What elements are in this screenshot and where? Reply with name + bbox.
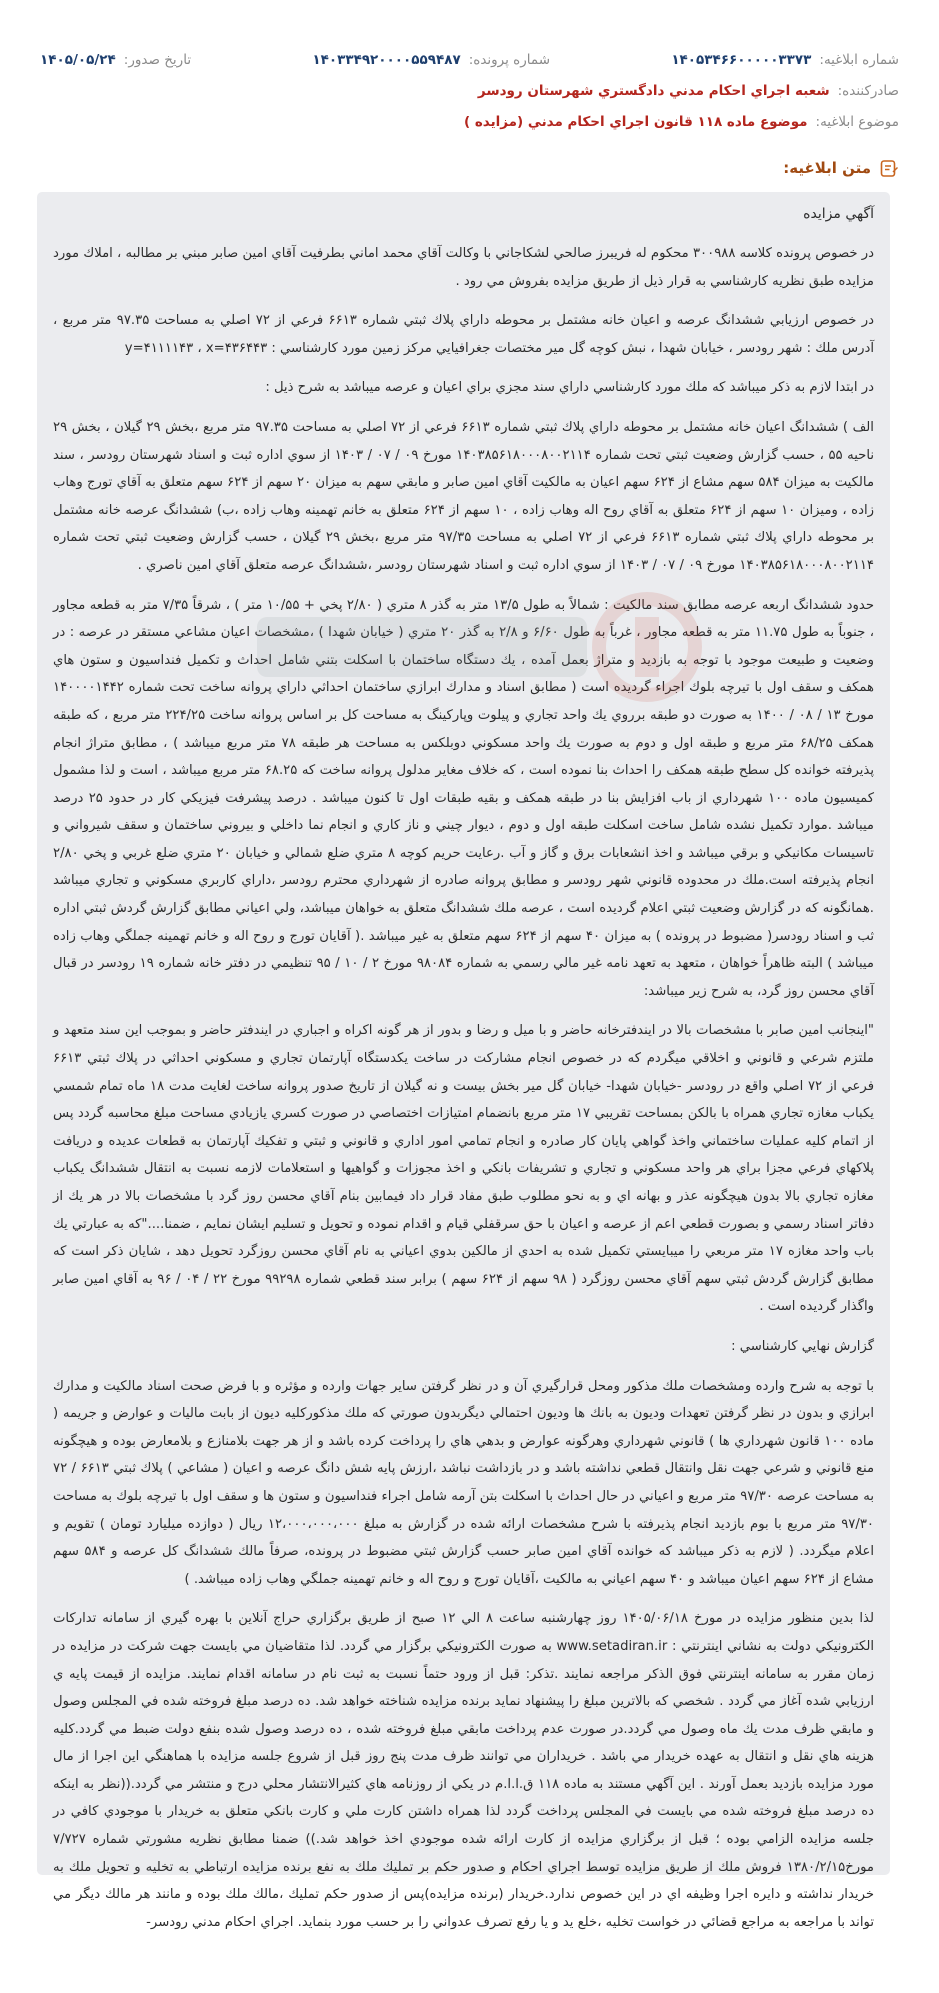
paragraph-auction-terms: لذا بدين منظور مزايده در مورخ ۱۴۰۵/۰۶/۱۸ روز چهارشنبه ساعت ۸ الي ۱۲ صبح از طريق برگزاري حراج آنلاين با بهره گيري از سامانه تدارکات الکترونيکي دولت به نشاني اينترنتي : www.setadiran.ir به صورت الكترونيكي برگزار مي گردد. لذا متقاضيان مي بايست جهت شركت در مزايده در زمان مقرر به سامانه اينترنتي فوق الذكر مراجعه نمايند .تذكر: قبل از ورود حتماً نسبت به ثبت نام در سامانه اقدام نمايند. مزايده از قيمت پايه ي ارزيابي شده آغاز مي گردد . شخصي كه بالاترين مبلغ را پيشنهاد نمايد برنده مزايده شناخته خواهد شد. ده درصد مبلغ فروخته شده في المجلس وصول و مابقي ظرف مدت يك ماه وصول مي گردد.در صورت عدم پرداخت مابقي مبلغ فروخته شده ، ده درصد وصول شده بنفع دولت ضبط مي گردد.كليه هزينه هاي نقل و انتقال به عهده خريدار مي باشد . خريداران مي توانند ظرف مدت پنج روز قبل از شروع جلسه مزايده با هماهنگي اين اجرا از مال مورد مزايده بازديد بعمل آورند . اين آگهي مستند به ماده ۱۱۸ ق.ا.ا.م در يكي از روزنامه هاي كثيرالانتشار محلي درج و منتشر مي گردد.((نظر به اينكه ده درصد مبلغ فروخته شده مي بايست في المجلس پرداخت گردد لذا همراه داشتن كارت ملي و كارت بانكي متعلق به خريدار با موجودي كافي در جلسه مزايده الزامي بوده ؛ قبل از برگزاري مزايده از كارت ارائه شده موجودي اخذ خواهد شد.)) ضمنا مطابق نظريه مشورتي شماره ۷/۷۲۷ مورخ۱۳۸۰/۲/۱۵ فروش ملك از طريق مزايده توسط اجراي احكام و صدور حكم بر تمليك ملك به نفع برنده مزايده ارتباطي به تخليه و تحويل ملك به خريدار نداشته و دايره اجرا وظيفه اي در اين خصوص ندارد.خريدار (برنده مزايده)پس از صدور حكم تمليك ،مالك ملك بوده و مانند هر مالك ديگر مي تواند با مراجعه به مراجع قضائي در خواست تخليه ،خلع يد و يا رفع تصرف عدواني را بر حسب مورد بنمايد. اجراي احكام مدني رودسر- <box>53 1611 874 1930</box>
notice-number-label: شماره ابلاغيه: <box>819 51 899 68</box>
subject-label: موضوع ابلاغيه: <box>815 113 899 130</box>
subject-value: موضوع ماده ۱۱۸ قانون اجراي احكام مدني (مزايده ) <box>463 113 808 130</box>
paragraph-case: در خصوص پرونده كلاسه ۳۰۰۹۸۸ محكوم له فريبرز صالحي لشكاجاني با وكالت آقاي محمد اماني بطرفيت آقاي امين صابر مبني بر مطالبه ، املاك مورد مزايده طبق نظريه كارشناسي به قرار ذيل از طريق مزايده بفروش مي رود . <box>53 246 875 289</box>
notice-meta <box>40 44 899 137</box>
case-number-label: شماره پرونده: <box>468 51 551 68</box>
paragraph-final-report: با توجه به شرح وارده ومشخصات ملك مذكور ومحل قرارگيري آن و در نظر گرفتن ساير جهات وارده و مؤثره و با فرض صحت اسناد مالكيت و مدارك ابرازي و بدون در نظر گرفتن تعهدات وديون به بانك ها وديون احتمالي ديگربدون صورتي كه ملك مذكوركليه ديون از بابت ماليات و عوارض و جريمه ( ماده ۱۰۰ قانون شهرداري ها ) قانوني شهرداري وهرگونه عوارض و بدهي هاي را پرداخت كرده باشد و از هر جهت بلامنازع و بلامعارض بوده و هيچگونه منع قانوني و شرعي جهت نقل وانتقال قطعي نداشته باشد و در بازداشت نباشد ،ارزش پايه شش دانگ عرصه و اعيان ( مشاعي ) پلاك ثبتي ۶۶۱۳ / ۷۲ به مساحت عرصه ۹۷/۳۰ متر مربع و اعياني در حال احداث با اسكلت بتن آرمه شامل اجراء فنداسيون و ستون ها و سقف اول با تيرچه بلوك به مساحت ۹۷/۳۰ متر مربع با بوم بازديد انجام پذيرفته با شرح مشخصات ارائه شده در گزارش به مبلغ ۱۲،۰۰۰،۰۰۰،۰۰۰ ريال ( دوازده ميليارد تومان ) تقويم و اعلام ميگردد. ( لازم به ذكر ميباشد كه خوانده آقاي امين صابر حسب گزارش ثبتي مضبوط در پرونده، صرفاً مالك ششدانگ كل عرصه و ۵۸۴ سهم مشاع از ۶۲۴ سهم اعيان ميباشد و ۴۰ سهم اعياني به مالكيت ،آقايان تورج و روح اله و خانم تهمينه جملگي وهاب زاده ميباشد. ) <box>53 1378 875 1587</box>
paragraph-commitment: "اينجانب امين صابر با مشخصات بالا در ايندفترخانه حاضر و با ميل و رضا و بدور از هر گونه اكراه و اجباري در ايندفتر حاضر و بموجب اين سند متعهد و ملتزم شرعي و قانوني و اخلاقي ميگردم كه در خصوص انجام مشاركت در ساخت يكدستگاه آپارتمان تجاري و مسكوني احداثي در پلاك ثبتي ۶۶۱۳ فرعي از ۷۲ اصلي واقع در رودسر -خيابان شهدا- خيابان گل مير بخش بيست و نه گيلان از تاريخ صدور پروانه ساخت لغايت مدت ۱۸ ماه تمام شمسي يكباب مغازه تجاري همراه با بالكن بمساحت تقريبي ۱۷ متر مربع بانضمام امتيازات اختصاصي در صورت كسري يازيادي مساحت مبلغ محاسبه گردد پس از اتمام كليه عمليات ساختماني واخذ گواهي پايان كار صادره و انجام تمامي امور اداري و قانوني و ثبتي و تفكيك آپارتمان به قطعات عديده و دريافت پلاكهاي فرعي مجزا براي هر واحد مسكوني و تجاري و تشريفات بانكي و اخذ مجوزات و گواهيها و استعلامات لازمه نسبت به انتقال ششدانگ يكباب مغازه تجاري بالا بدون هيچگونه عذر و بهانه اي و به نحو مطلوب طبق مفاد قرار داد فيمابين بنام آقاي محسن روز گرد با مشخصات بالا در هر يك از دفاتر اسناد رسمي و بصورت قطعي اعم از عرصه و اعيان با حق سرقفلي قيام و اقدام نموده و تحويل و تسليم ايشان نمايم ، ضمنا...."كه به عبارتي يك باب واحد مغازه ۱۷ متر مربعي را ميبايستي تكميل شده به احدي از مالكين بدوي اعياني به نام آقاي محسن روزگرد تحويل دهد ، شايان ذكر است كه مطابق گزارش گردش ثبتي سهم آقاي محسن روزگرد ( ۹۸ سهم از ۶۲۴ سهم ) برابر سند قطعي شماره ۹۹۲۹۸ مورخ ۲۲ / ۰۴ / ۹۶ به آقاي امين صابر واگذار گرديده است . <box>53 1023 875 1315</box>
paragraph-valuation: در خصوص ارزيابي ششدانگ عرصه و اعيان خانه مشتمل بر محوطه داراي پلاك ثبتي شماره ۶۶۱۳ فرعي از ۷۲ اصلي به مساحت ۹۷.۳۵ متر مربع ، آدرس ملك : شهر رودسر ، خيابان شهدا ، نبش كوچه گل مير مختصات جغرافيايي مركز زمين مورد كارشناسي : y=۴۱۱۱۱۴۳ ، x=۴۳۶۴۴۳ <box>53 313 874 356</box>
notice-title: آگهي مزايده <box>803 206 874 222</box>
case-number <box>312 52 550 68</box>
issuer <box>478 83 899 99</box>
notice-number-value: ۱۴۰۵۳۴۶۶۰۰۰۰۰۳۳۷۳ <box>671 51 812 68</box>
issuer-value: شعبه اجراي احكام مدني دادگستري شهرستان رودسر <box>477 82 830 99</box>
issue-date-value: ۱۴۰۵/۰۵/۲۴ <box>40 51 116 68</box>
meta-row-numbers <box>40 44 899 75</box>
paragraph-boundaries: حدود ششدانگ اربعه عرصه مطابق سند مالكيت : شمالاً به طول ۱۳/۵ متر به گذر ۸ متري ( ۲/۸۰ پخي + ۱۰/۵۵ متر ) ، شرقاً ۷/۳۵ متر به قطعه مجاور ، جنوباً به طول ۱۱.۷۵ متر به قطعه مجاور ، غرباً به طول ۶/۶۰ و ۲/۸ به گذر ۲۰ متري ( خيابان شهدا ) ،مشخصات اعيان مشاعي مستقر در عرصه : در وضعيت و طبيعت موجود با توجه به بازديد و متراژ بعمل آمده ، يك دستگاه ساختمان با اسكلت بتني شامل احداث و تكميل فنداسيون و ستون هاي همكف و سقف اول با تيرچه بلوك اجراء گرديده است ( مطابق اسناد و مدارك ابرازي ساختمان احداثي داراي پروانه ساخت تحت شماره ۱۴۰۰۰۰۱۴۴۲ مورخ ۱۳ / ۰۸ / ۱۴۰۰ به صورت دو طبقه برروي يك واحد تجاري و پيلوت وپاركينگ به مساحت كل بر اساس پروانه ساخت ۲۲۴/۲۵ متر مربع ، كه طبقه همكف ۶۸/۲۵ متر مربع و طبقه اول و دوم به صورت يك واحد مسكوني دوبلكس به مساحت هر طبقه ۷۸ متر مربع ميباشد ) ، مطابق متراژ انجام پذيرفته خوانده كل سطح طبقه همكف را احداث بنا نموده است ، كه خلاف مغاير مدلول پروانه ساخت كه ۶۸.۲۵ متر مربع ميباشد ، است و لذا مشمول كميسيون ماده ۱۰۰ شهرداري از باب افزايش بنا در طبقه همكف و بقيه طبقات اول تا كنون ميباشد . درصد پيشرفت فيزيكي كار در حدود ۲۵ درصد ميباشد .موارد تكميل نشده شامل ساخت اسكلت طبقه اول و دوم ، ديوار چيني و ناز كاري و انجام نما داخلي و بيروني ساختمان و سقف شيرواني و تاسيسات مكانيكي و برقي ميباشد و اخذ انشعابات برق و گاز و آب .رعايت حريم كوچه ۸ متري ضلع شمالي و خيابان ۲۰ متري ضلع غربي و پخي ۲/۸۰ انجام پذيرفته است.ملك در محدوده قانوني شهر رودسر و مطابق پروانه صادره از شهرداري محترم رودسر ،داراي كاربري مسكوني و تجاري ميباشد .همانگونه كه در گزارش وضعيت ثبتي اعلام گرديده است ، عرصه ملك ششدانگ متعلق به خواهان ميباشد، ولي اعياني مطابق گزارش گردش ثبتي اداره ثب و اسناد رودسر( مضبوط در پرونده ) به ميزان ۴۰ سهم از ۶۲۴ سهم متعلق به غير ميباشد .( آقايان تورج و روح اله و خانم تهمينه جملگي وهاب زاده ميباشد ) البته ظاهراً خواهان ، متعهد به تعهد نامه غير مالي رسمي به شماره ۹۸۰۸۴ مورخ ۲ / ۱۰ / ۹۵ تنظيمي در دفتر خانه شماره ۱۹ رودسر در قبال آقاي محسن روز گرد، به شرح زير ميباشد: <box>53 597 875 999</box>
issue-date <box>40 52 191 68</box>
notice-text-heading-label: متن ابلاغيه: <box>783 159 871 177</box>
document-icon <box>879 158 899 178</box>
paragraph-ownership: الف ) ششدانگ اعيان خانه مشتمل بر محوطه داراي پلاك ثبتي شماره ۶۶۱۳ فرعي از ۷۲ اصلي به مساحت ۹۷.۳۵ متر مربع ،بخش ۲۹ گيلان ، بخش ۲۹ ناحيه ۵۵ ، حسب گزارش وضعيت ثبتي تحت شماره ۱۴۰۳۸۵۶۱۸۰۰۰۸۰۰۲۱۱۴ مورخ ۰۹ / ۰۷ / ۱۴۰۳ از سوي اداره ثبت و اسناد شهرستان رودسر ، سند مالكيت به ميزان ۵۸۴ سهم مشاع از ۶۲۴ سهم اعيان به مالكيت آقاي امين صابر و مابقي سهم به ميزان ۲۰ سهم از ۶۲۴ سهم متعلق به آقاي تورج وهاب زاده ، وميزان ۱۰ سهم از ۶۲۴ متعلق به آقاي روح اله وهاب زاده ، ۱۰ سهم از ۶۲۴ متعلق به خانم تهمينه وهاب زاده ،ب) ششدانگ عرصه خانه مشتمل بر محوطه داراي پلاك ثبتي شماره ۶۶۱۳ فرعي از ۷۲ اصلي به مساحت ۹۷/۳۵ متر مربع ،بخش ۲۹ گيلان ، حسب گزارش وضعيت ثبتي تحت شماره ۱۴۰۳۸۵۶۱۸۰۰۰۸۰۰۲۱۱۴ مورخ ۰۹ / ۰۷ / ۱۴۰۳ از سوي اداره ثبت و اسناد شهرستان رودسر ،ششدانگ عرصه متعلق آقاي امين ناصري . <box>53 419 875 573</box>
notice-text-heading <box>783 158 899 178</box>
subject <box>464 114 899 130</box>
meta-row-subject <box>40 106 899 137</box>
case-number-value: ۱۴۰۳۳۴۹۲۰۰۰۰۵۵۹۴۸۷ <box>312 51 461 68</box>
paragraph-final-report-heading: گزارش نهايي كارشناسي : <box>731 1338 874 1354</box>
meta-row-issuer <box>40 75 899 106</box>
paragraph-deed-intro: در ابتدا لازم به ذكر ميباشد كه ملك مورد كارشناسي داراي سند مجزي براي اعيان و عرصه ميباشد به شرح ذيل : <box>265 380 874 396</box>
notice-number <box>671 52 899 68</box>
issue-date-label: تاريخ صدور: <box>123 51 192 68</box>
issuer-label: صادركننده: <box>837 82 899 99</box>
notice-text-card <box>37 192 890 1930</box>
